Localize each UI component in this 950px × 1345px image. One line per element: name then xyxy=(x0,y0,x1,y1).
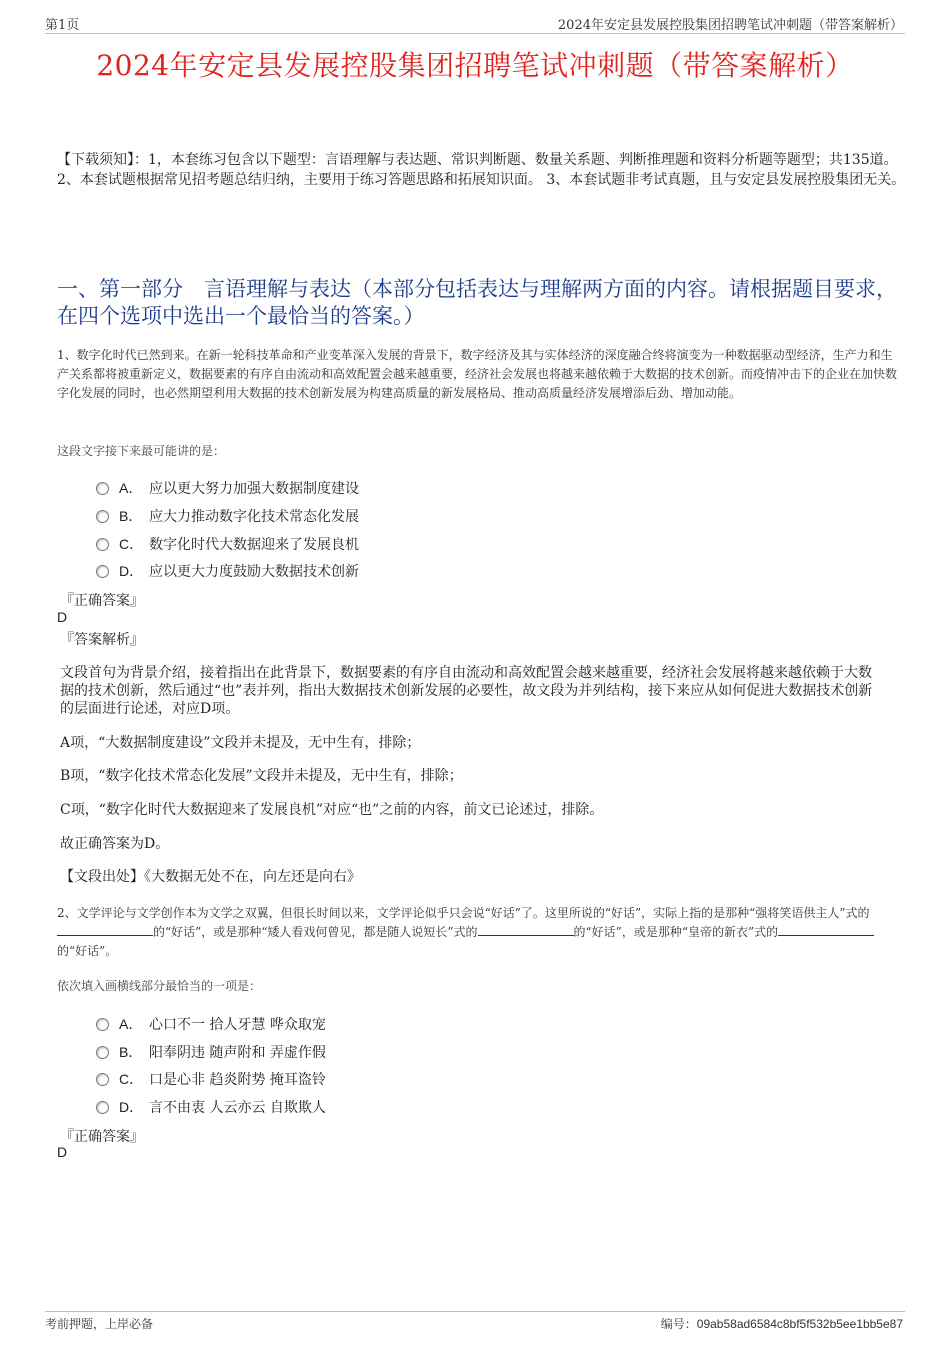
analysis-paragraph: 文段首句为背景介绍，接着指出在此背景下，数据要素的有序自由流动和高效配置会越来越重要，经济社会发展将越来越依赖于大数据的技术创新，然后通过“也”表并列，指出大数据技术创新发展的必要性，故文段为并列结构，接下来应从如何促进大数据技术创新的层面进行论述，对应D项。 xyxy=(60,665,873,717)
download-notice: 【下载须知】：1，本套练习包含以下题型：言语理解与表达题、常识判断题、数量关系题、判断推理题和资料分析题等题型；共135道。 2、本套试题根据常见招考题总结归纳，主要用于练习答题思路和拓展知识面。 3、本套试题非考试真题，且与安定县发展控股集团无关。 xyxy=(57,152,906,188)
radio-icon[interactable] xyxy=(96,1101,109,1114)
radio-icon[interactable] xyxy=(96,510,109,523)
footer-code-label: 编号： xyxy=(660,1317,697,1331)
radio-icon[interactable] xyxy=(96,565,109,578)
option-letter: C． xyxy=(119,536,144,552)
option-text: 阳奉阴违 随声附和 弄虚作假 xyxy=(149,1045,326,1061)
answer-label: 『正确答案』 xyxy=(60,593,144,609)
option-letter: D． xyxy=(119,563,144,579)
answer-label: 『正确答案』 xyxy=(60,1129,144,1145)
option-text: 口是心非 趋炎附势 掩耳盗铃 xyxy=(149,1072,326,1088)
option-letter: A． xyxy=(119,480,143,496)
analysis-conclusion: 故正确答案为D。 xyxy=(60,836,170,852)
question-1-prompt: 这段文字接下来最可能讲的是： xyxy=(57,444,226,458)
answer-value: D xyxy=(57,609,68,625)
footer-code-value: 09ab58ad6584c8bf5f532b5ee1bb5e87 xyxy=(696,1317,903,1331)
blank-line[interactable] xyxy=(57,923,153,936)
question-1-option-a[interactable] xyxy=(96,478,359,498)
radio-icon[interactable] xyxy=(96,1018,109,1031)
question-2-text: 2、文学评论与文学创作本为文学之双翼，但很长时间以来，文学评论似乎只会说“好话”了。这里所说的“好话”，实际上指的是那种“强将笑语供主人”式的的“好话”，或是那种“矮人看戏何曾见，都是随人说短长”式的 的“好话”，或是那种“皇帝的新衣”式的的“好话”。 xyxy=(57,904,900,961)
question-2-prompt: 依次填入画横线部分最恰当的一项是： xyxy=(57,979,262,993)
question-1-option-d[interactable] xyxy=(96,561,359,581)
option-text: 数字化时代大数据迎来了发展良机 xyxy=(149,537,359,553)
option-letter: C． xyxy=(119,1071,144,1087)
page-number: 第1页 xyxy=(45,18,80,33)
blank-line[interactable] xyxy=(478,923,574,936)
option-text: 心口不一 拾人牙慧 哗众取宠 xyxy=(149,1017,326,1033)
question-2-option-a[interactable] xyxy=(96,1014,326,1034)
analysis-option-c: C项，“数字化时代大数据迎来了发展良机”对应“也”之前的内容，前文已论述过，排除。 xyxy=(60,802,604,818)
question-1-option-b[interactable] xyxy=(96,506,359,526)
footer-slogan: 考前押题，上岸必备 xyxy=(45,1317,154,1331)
radio-icon[interactable] xyxy=(96,1073,109,1086)
analysis-label: 『答案解析』 xyxy=(60,632,144,648)
radio-icon[interactable] xyxy=(96,1046,109,1059)
question-2-option-b[interactable] xyxy=(96,1042,326,1062)
answer-value: D xyxy=(57,1144,68,1160)
footer-divider xyxy=(45,1311,905,1312)
radio-icon[interactable] xyxy=(96,538,109,551)
option-letter: B． xyxy=(119,508,143,524)
analysis-option-a: A项，“大数据制度建设”文段并未提及，无中生有，排除； xyxy=(60,735,421,751)
option-text: 言不由衷 人云亦云 自欺欺人 xyxy=(149,1100,326,1116)
question-2-option-c[interactable] xyxy=(96,1069,326,1089)
question-2-option-d[interactable] xyxy=(96,1097,326,1117)
footer-code xyxy=(661,1315,903,1332)
document-title: 2024年安定县发展控股集团招聘笔试冲刺题（带答案解析） xyxy=(96,49,854,82)
option-letter: D． xyxy=(119,1099,144,1115)
analysis-option-b: B项，“数字化技术常态化发展”文段并未提及，无中生有，排除； xyxy=(60,768,463,784)
header-doc-title: 2024年安定县发展控股集团招聘笔试冲刺题（带答案解析） xyxy=(557,18,903,33)
question-1-option-c[interactable] xyxy=(96,534,359,554)
option-letter: B． xyxy=(119,1044,143,1060)
header-divider xyxy=(45,33,905,34)
section-heading: 一、第一部分 言语理解与表达（本部分包括表达与理解两方面的内容。请根据题目要求，在四个选项中选出一个最恰当的答案。） xyxy=(57,277,897,328)
passage-source: 【文段出处】《大数据无处不在，向左还是向右》 xyxy=(60,869,361,885)
option-text: 应大力推动数字化技术常态化发展 xyxy=(149,509,359,525)
option-text: 应以更大努力加强大数据制度建设 xyxy=(149,481,359,497)
option-text: 应以更大力度鼓励大数据技术创新 xyxy=(149,564,359,580)
radio-icon[interactable] xyxy=(96,482,109,495)
question-1-text: 1、数字化时代已然到来。在新一轮科技革命和产业变革深入发展的背景下，数字经济及其与实体经济的深度融合终将演变为一种数据驱动型经济，生产力和生产关系都将被重新定义，数据要素的有序自由流动和高效配置会越来越重要，经济社会发展也将越来越依赖于大数据的技术创新。而疫情冲击下的企业在加快数字化发展的同时，也必然期望利用大数据的技术创新发展为构建高质量的新发展格局、推动高质量经济发展增添后劲、增加动能。 xyxy=(57,348,898,400)
blank-line[interactable] xyxy=(778,923,874,936)
option-letter: A． xyxy=(119,1016,143,1032)
